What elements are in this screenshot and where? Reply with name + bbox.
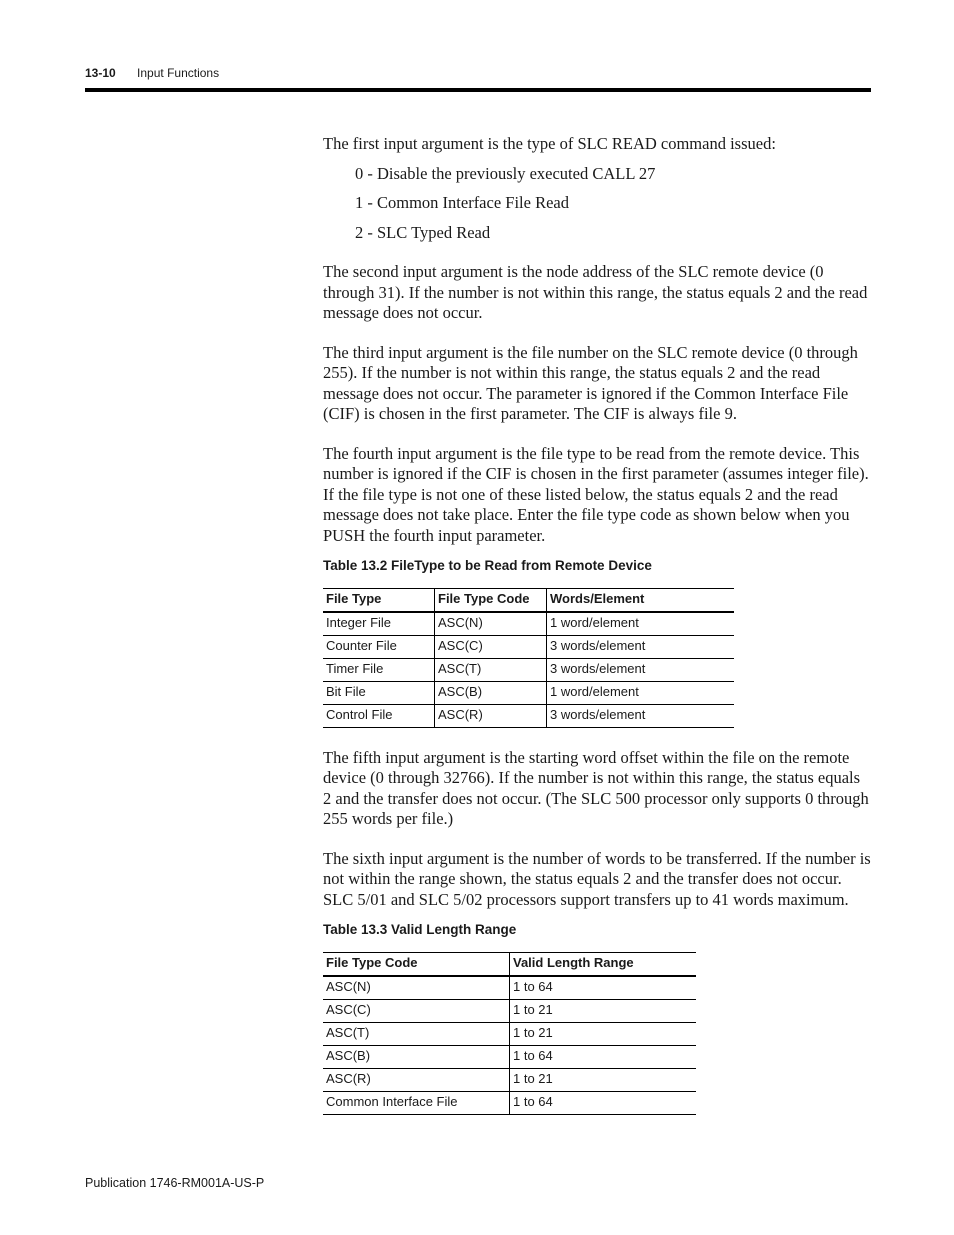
intro-paragraph: The first input argument is the type of SLC READ command issued:: [323, 134, 776, 153]
table-header-cell: File Type Code: [323, 952, 510, 976]
page-body: [323, 134, 871, 1135]
table-cell: 1 to 21: [510, 1068, 697, 1091]
table-cell: 1 to 21: [510, 1022, 697, 1045]
table-header-row: [323, 588, 734, 612]
table-cell: ASC(C): [323, 999, 510, 1022]
table-cell: ASC(N): [323, 976, 510, 1000]
table-row: [323, 612, 734, 636]
list-item: 1 - Common Interface File Read: [355, 193, 569, 212]
header-rule: [85, 88, 871, 92]
table-cell: 3 words/element: [547, 704, 735, 727]
table-cell: 1 to 64: [510, 1045, 697, 1068]
table-cell: ASC(R): [323, 1068, 510, 1091]
table-row: [323, 681, 734, 704]
table-cell: Control File: [323, 704, 435, 727]
table-row: [323, 976, 696, 1000]
table-header-row: [323, 952, 696, 976]
table-row: [323, 658, 734, 681]
table-row: [323, 704, 734, 727]
table-header-cell: File Type Code: [435, 588, 547, 612]
list-item: 0 - Disable the previously executed CALL 27: [355, 163, 656, 183]
table-cell: ASC(C): [435, 635, 547, 658]
table-header-cell: Valid Length Range: [510, 952, 697, 976]
table-cell: Integer File: [323, 612, 435, 636]
table-cell: 3 words/element: [547, 635, 735, 658]
paragraph-second-argument: The second input argument is the node address of the SLC remote device (0 through 31). If the number is not within this range, the status equals 2 and the read message does not occur.: [323, 262, 868, 322]
table-header-cell: File Type: [323, 588, 435, 612]
table-cell: ASC(T): [323, 1022, 510, 1045]
table-cell: Bit File: [323, 681, 435, 704]
table-row: [323, 1091, 696, 1114]
table-row: [323, 1022, 696, 1045]
table-row: [323, 1068, 696, 1091]
paragraph-sixth-argument: The sixth input argument is the number of words to be transferred. If the number is not within the range shown, the status equals 2 and the transfer does not occur. SLC 5/01 and SLC 5/02 processors support transfers up to 41 words maximum.: [323, 848, 871, 909]
file-type-table: [323, 588, 734, 728]
table-cell: 3 words/element: [547, 658, 735, 681]
table-cell: ASC(B): [435, 681, 547, 704]
table-cell: 1 word/element: [547, 612, 735, 636]
table-cell: 1 to 64: [510, 1091, 697, 1114]
table-cell: ASC(N): [435, 612, 547, 636]
table-row: [323, 999, 696, 1022]
page-number: 13-10: [85, 66, 116, 80]
page-header: [85, 66, 219, 80]
table-row: [323, 1045, 696, 1068]
table-cell: 1 to 21: [510, 999, 697, 1022]
table-cell: Timer File: [323, 658, 435, 681]
publication-footer: Publication 1746-RM001A-US-P: [85, 1176, 265, 1190]
table-cell: Counter File: [323, 635, 435, 658]
paragraph-fifth-argument: The fifth input argument is the starting word offset within the file on the remote device (0 through 32766). If the number is not within this range, the status equals 2 and the transfer does not occur. (The SLC 500 processor only supports 0 through 255 words per file.): [323, 747, 869, 828]
section-title: Input Functions: [137, 66, 220, 80]
table-cell: ASC(R): [435, 704, 547, 727]
table-row: [323, 635, 734, 658]
table1-caption: Table 13.2 FileType to be Read from Remote Device: [323, 558, 652, 573]
table-cell: 1 to 64: [510, 976, 697, 1000]
table-cell: 1 word/element: [547, 681, 735, 704]
paragraph-fourth-argument: The fourth input argument is the file type to be read from the remote device. This number is ignored if the CIF is chosen in the first parameter (assumes integer file). If the file type is not one of these listed below, the status equals 2 and the read message does not take place. Enter the file type code as shown below when you PUSH the fourth input parameter.: [323, 443, 869, 545]
table2-caption: Table 13.3 Valid Length Range: [323, 922, 517, 937]
table-cell: ASC(B): [323, 1045, 510, 1068]
table-cell: Common Interface File: [323, 1091, 510, 1114]
valid-length-table: [323, 952, 696, 1115]
list-item: 2 - SLC Typed Read: [355, 222, 491, 242]
table-header-cell: Words/Element: [547, 588, 735, 612]
paragraph-third-argument: The third input argument is the file number on the SLC remote device (0 through 255). If the number is not within this range, the status equals 2 and the read message does not occur. The parameter is ignored if the Common Interface File (CIF) is chosen in the first parameter. The CIF is always file 9.: [323, 342, 858, 423]
table-cell: ASC(T): [435, 658, 547, 681]
